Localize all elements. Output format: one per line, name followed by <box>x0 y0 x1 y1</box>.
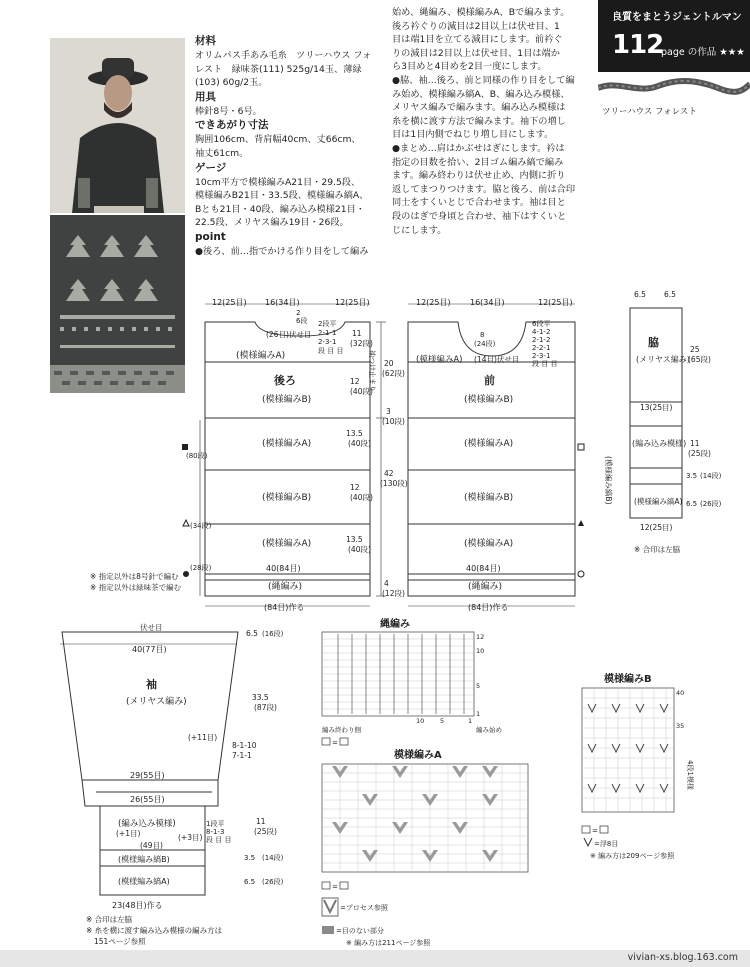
sleeve-height: (87段) <box>254 703 277 712</box>
sleeve-fair-dims: (25段) <box>254 827 277 836</box>
back-mark-80: (80段) <box>186 452 208 460</box>
footer-url: vivian-xs.blog.163.com <box>627 952 738 963</box>
back-right-dim: (40段) <box>350 493 373 502</box>
side-fair-dims: (25段) <box>688 449 711 458</box>
back-neck-dec: 2-1-1 <box>318 329 337 337</box>
instruction-line: 目は1目内側でねじり増し目にします。 <box>392 129 554 141</box>
side-fair-dims: 11 <box>690 439 700 448</box>
back-right-dim: (40段) <box>350 387 373 396</box>
size-line: 袖丈61cm。 <box>195 147 249 159</box>
sleeve-note: 151ページ参照 <box>94 937 146 946</box>
front-bottom-row: 40(84目) <box>466 564 501 573</box>
sleeve-fair-dec: 段 目 目 <box>206 836 232 844</box>
front-neck-dec: 4-1-2 <box>532 328 551 336</box>
series-title: 良質をまとうジェントルマン <box>612 12 742 23</box>
side-height-top: (65段) <box>688 355 711 364</box>
back-bottom-row: 40(84目) <box>266 564 301 573</box>
gauge-line: 10cm平方で模様編みA21目・29.5段、 <box>195 176 361 188</box>
mark-circle <box>578 571 584 577</box>
gauge-line: 22.5段、メリヤス編み19目・26段。 <box>195 217 349 229</box>
sleeve-cast-on: 23(48目)作る <box>112 901 163 910</box>
pattern-a-legend-blank: =目のない部分 <box>336 927 384 935</box>
sleeve-note: ※ 合印は左脇 <box>86 915 133 924</box>
instruction-line: 返してまつりつけます。脇と後ろ、前は合印 <box>392 183 576 195</box>
materials-line: レスト 緑味茶(111) 525g/14玉、薄緑 <box>195 63 362 75</box>
side-sub: (メリヤス編み) <box>636 355 690 364</box>
back-mark-28: (28段) <box>190 564 212 572</box>
back-top-left: 12(25目) <box>212 298 247 307</box>
legend-gray-box <box>322 926 334 934</box>
instruction-line: りの減目は2目以上は伏せ目、1目は端か <box>392 47 560 59</box>
front-neck-dec: 段 目 目 <box>532 360 558 368</box>
back-section: (模様編みA) <box>262 539 312 549</box>
sleeve-dims-b: (14段) <box>262 854 284 862</box>
cable-col-number: 1 <box>468 717 473 725</box>
cable-col-number: 5 <box>440 717 445 725</box>
back-right-dim: (40段) <box>348 439 371 448</box>
side-height-top: 25 <box>690 345 700 354</box>
sleeve-row-26: 26(55目) <box>130 795 165 804</box>
pattern-a-title: 模様編みA <box>394 750 442 761</box>
front-top-right: 12(25目) <box>538 298 573 307</box>
legend-process-symbol <box>324 900 336 912</box>
instruction-line: 後ろ衿ぐりの減目は2目以上は伏せ目、1 <box>392 20 560 32</box>
pattern-b-legend: = <box>592 827 598 835</box>
page-number: 112 <box>612 30 664 60</box>
cable-legend: = <box>332 739 338 747</box>
front-section: (模様編みA) <box>464 439 514 449</box>
cable-row-number: 5 <box>476 682 481 690</box>
center-dim-top: 20 <box>384 359 394 368</box>
side-stripe-a: (模様編み縞A) <box>634 497 683 506</box>
instruction-line: 同士をすくいとじで合わせます。袖は目と <box>392 197 566 209</box>
pattern-a-grid <box>322 764 528 872</box>
gauge-heading: ゲージ <box>195 161 227 174</box>
mark-square-outline <box>578 444 584 450</box>
back-right-top: (32段) <box>350 339 373 348</box>
sleeve-height: 33.5 <box>252 693 269 702</box>
instruction-line: じにします。 <box>392 224 447 236</box>
legend-box <box>340 738 348 745</box>
pattern-b-legend-float: =浮8目 <box>594 840 619 848</box>
front-section: (模様編みB) <box>464 493 514 503</box>
front-neck-dec: 2-2-1 <box>532 344 551 352</box>
sleeve-top-dim: 6.5 <box>246 629 258 638</box>
sleeve-sub: (メリヤス編み) <box>126 697 187 707</box>
instruction-line: 糸を横に渡す方法で編みます。袖下の増し <box>392 115 566 127</box>
legend-box <box>322 738 330 745</box>
instruction-line: ●脇、袖…後ろ、前と同様の作り目をして編 <box>392 74 575 86</box>
back-section: (模様編みA) <box>236 351 286 361</box>
sleeve-stripe-a: (模様編み縞A) <box>118 877 170 886</box>
legend-box <box>600 826 608 833</box>
back-right-dim: (40段) <box>348 545 371 554</box>
pattern-b-row-number: 35 <box>676 722 685 730</box>
side-fair: (編み込み模様) <box>632 439 687 448</box>
side-dims-a: 6.5 <box>686 500 698 508</box>
back-mark-34: (34段) <box>190 522 212 530</box>
back-neck-dec: 2-3-1 <box>318 338 337 346</box>
instruction-line: 目は端1目を立てる減目にします。前衿ぐ <box>392 34 563 46</box>
cable-start-label: 編み始め <box>476 726 502 734</box>
back-note: ※ 指定以外は緑味茶で編む <box>90 583 182 592</box>
mark-dot <box>183 571 189 577</box>
instruction-line: み始め、模様編み縞A、B、編み込み模様、 <box>392 88 570 100</box>
front-neck-dec: 2-3-1 <box>532 352 551 360</box>
sleeve-fair-dec: 8-1-3 <box>206 828 225 836</box>
mark-triangle-filled <box>578 520 584 526</box>
sleeve-fair-dec: 1段平 <box>206 820 225 828</box>
sleeve-note: ※ 糸を横に渡す編み込み模様の編み方は <box>86 926 223 935</box>
pattern-a-legend: = <box>332 883 338 891</box>
back-title: 後ろ <box>274 374 296 387</box>
back-top-center: 16(34目) <box>265 298 300 307</box>
pattern-b-grid <box>582 688 674 812</box>
back-neck-depth: 2 <box>296 309 301 317</box>
instruction-line: 段のはぎで身頃と合わせ、袖下はすくいと <box>392 210 567 222</box>
side-dims-b: (14段) <box>700 472 722 480</box>
center-dim-bottom: 4 <box>384 579 389 588</box>
center-dim-total: (130段) <box>380 479 408 488</box>
side-row-mid: 13(25目) <box>640 403 673 412</box>
materials-line: (103) 60g/2玉。 <box>195 77 268 89</box>
front-neck-depth: 8 <box>480 331 485 339</box>
sleeve-attach-label: 袖つけ止まり <box>368 350 376 392</box>
front-top-center: 16(34目) <box>470 298 505 307</box>
back-right-dim: 13.5 <box>346 535 363 544</box>
back-right-dim: 12 <box>350 377 360 386</box>
sleeve-title: 袖 <box>146 678 157 691</box>
instruction-line: 指定の目数を拾い、2目ゴム編み縞で編み <box>392 156 564 168</box>
front-neck-dec: 2-1-2 <box>532 336 551 344</box>
materials-line: オリムパス手あみ毛糸 ツリーハウス フォ <box>195 50 372 61</box>
cable-col-number: 10 <box>416 717 425 725</box>
front-section: (縄編み) <box>468 582 503 592</box>
back-right-dim: 12 <box>350 483 360 492</box>
front-neck-depth: (24段) <box>474 340 496 348</box>
pattern-b-row-number: 40 <box>676 689 685 697</box>
center-dim-total: 42 <box>384 469 394 478</box>
sleeve-stripe-b: (模様編み縞B) <box>118 855 170 864</box>
yarn-label: ツリーハウス フォレスト <box>602 107 697 117</box>
instruction-line: メリヤス編みで編みます。編み込み模様は <box>392 102 566 114</box>
sleeve-row-29: 29(55目) <box>130 771 165 780</box>
back-section: (模様編みA) <box>262 439 312 449</box>
legend-box <box>322 882 330 889</box>
size-heading: できあがり寸法 <box>195 119 269 132</box>
mark-square <box>182 444 188 450</box>
materials-heading: 材料 <box>195 35 216 47</box>
footer <box>0 950 750 967</box>
front-section: (模様編みA) <box>416 355 463 365</box>
pattern-a-legend-process: =プロセス参照 <box>340 904 388 912</box>
instruction-line: 始め、縄編み、模様編みA、Bで編みます。 <box>392 7 570 18</box>
sleeve-fair-inc-right: (+3目) <box>178 833 203 842</box>
gauge-line: 模様編みB21目・33.5段、模様編み縞A、 <box>195 190 369 202</box>
back-section: (模様編みB) <box>262 395 312 405</box>
cable-chart-title: 縄編み <box>380 619 410 630</box>
cable-row-number: 10 <box>476 647 485 655</box>
legend-float-symbol <box>584 838 592 846</box>
pattern-b-title: 模様編みB <box>604 674 652 685</box>
back-neck-dec: 段 目 目 <box>318 347 344 355</box>
sleeve-top-dim: (16段) <box>262 630 284 638</box>
cable-row-number: 12 <box>476 633 485 641</box>
instruction-line: ●まとめ…肩はかぶせはぎにします。衿は <box>392 142 565 154</box>
pattern-b-repeat: 4段1模様 <box>686 760 694 790</box>
pattern-b-note: ※ 編み方は209ページ参照 <box>590 852 675 860</box>
back-note: ※ 指定以外は8号針で編む <box>90 572 179 581</box>
front-title: 前 <box>484 374 495 387</box>
mark-triangle <box>183 520 189 526</box>
sleeve-inc-left: (+11目) <box>188 733 218 742</box>
back-neck-depth: 6段 <box>296 317 308 325</box>
front-top-left: 12(25目) <box>416 298 451 307</box>
side-dims-b: 3.5 <box>686 472 698 480</box>
sleeve-dims-b: 3.5 <box>244 854 256 862</box>
back-neck-label: (26目)伏せ目 <box>266 330 312 339</box>
cable-chart-grid <box>322 632 474 716</box>
pattern-a-note: ※ 編み方は211ページ参照 <box>346 939 431 947</box>
side-top: 6.5 <box>664 290 676 299</box>
sleeve-fair-count: (49目) <box>140 841 163 850</box>
sleeve-dims-a: (26段) <box>262 878 284 886</box>
gauge-line: Bとも21目・40段、編み込み模様21目・ <box>195 203 365 215</box>
instruction-line: ます。編み終わりは伏せ止め、内側に折り <box>392 170 566 182</box>
tools-line: 棒針8号・6号。 <box>195 105 262 117</box>
front-section: (模様編みA) <box>464 539 514 549</box>
back-section: (模様編みB) <box>262 493 312 503</box>
tools-heading: 用具 <box>195 90 216 103</box>
back-top-right: 12(25目) <box>335 298 370 307</box>
cable-row-number: 1 <box>476 710 481 718</box>
side-bottom: 12(25目) <box>640 523 673 532</box>
legend-box <box>582 826 590 833</box>
point-heading: point <box>195 230 226 243</box>
sleeve-dims-a: 6.5 <box>244 878 256 886</box>
sleeve-inc-right: 7-1-1 <box>232 751 252 760</box>
center-dim-mid: (10段) <box>382 417 405 426</box>
side-title: 脇 <box>648 336 659 349</box>
sleeve-top-row: 40(77目) <box>132 645 167 654</box>
front-cast-on: (84目)作る <box>468 603 509 612</box>
page-label: page の作品 ★★★ <box>661 47 745 58</box>
back-right-top: 11 <box>352 329 362 338</box>
back-cast-on: (84目)作る <box>264 603 305 612</box>
back-section: (縄編み) <box>268 582 303 592</box>
center-dim-top: (62段) <box>382 369 405 378</box>
sleeve-fair-dims: 11 <box>256 817 266 826</box>
sleeve-fair: (編み込み模様) <box>118 819 176 829</box>
back-right-dim: 13.5 <box>346 429 363 438</box>
cable-end-label: 編み終わり側 <box>322 726 361 734</box>
front-section: (模様編みB) <box>464 395 514 405</box>
center-dim-mid: 3 <box>386 407 391 416</box>
front-neck-dec: 6段平 <box>532 320 551 328</box>
front-neck-label: (14目)伏せ目 <box>474 355 520 364</box>
center-dim-bottom: (12段) <box>382 589 405 598</box>
sleeve-fair-inc: (+1目) <box>116 829 141 838</box>
side-stripe-b: (模様編み縞B) <box>604 456 613 505</box>
sleeve-top-label: 伏せ目 <box>140 623 163 632</box>
side-dims-a: (26段) <box>700 500 722 508</box>
back-neck-dec: 2段平 <box>318 320 337 328</box>
instruction-line: ら3目めと4目めを2目一度にします。 <box>392 61 547 73</box>
side-top: 6.5 <box>634 290 646 299</box>
point-line: ●後ろ、前…指でかける作り目をして編み <box>195 245 369 257</box>
sleeve-inc-right: 8-1-10 <box>232 741 257 750</box>
side-note: ※ 合印は左脇 <box>634 545 681 554</box>
size-line: 胸囲106cm、背肩幅40cm、丈66cm、 <box>195 134 361 146</box>
back-diagram <box>200 304 370 606</box>
legend-box <box>340 882 348 889</box>
